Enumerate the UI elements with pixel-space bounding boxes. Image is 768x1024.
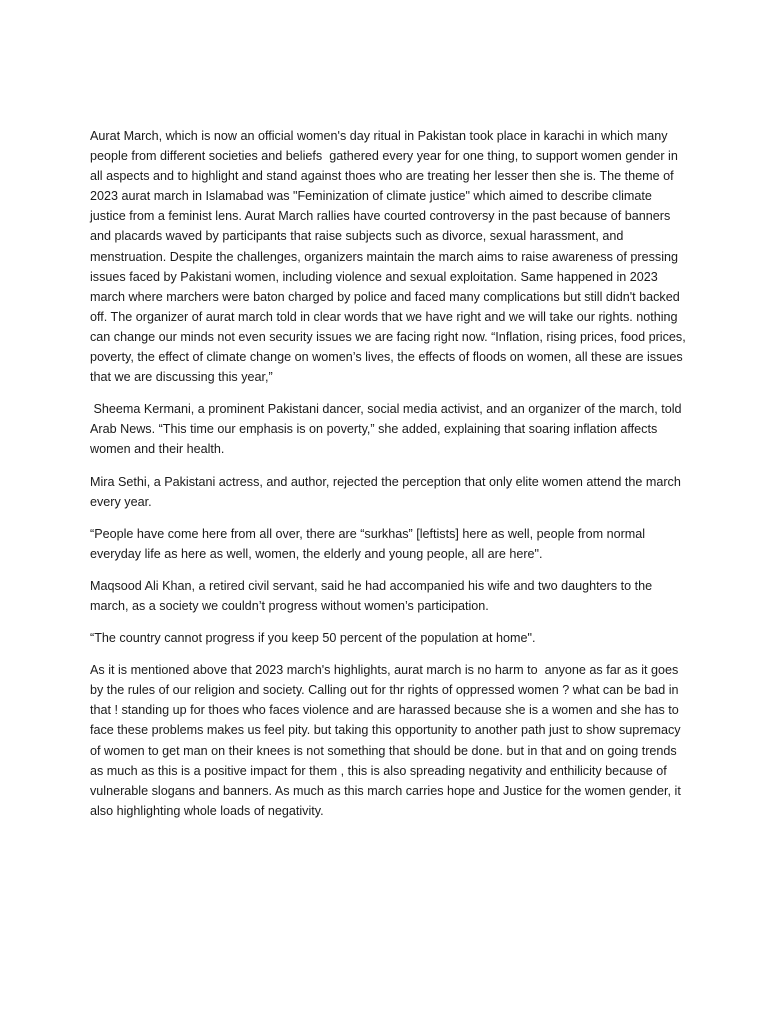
paragraph-mira-sethi: Mira Sethi, a Pakistani actress, and author, rejected the perception that only elite women attend the march every year. (90, 474, 685, 509)
paragraph-conclusion: As it is mentioned above that 2023 march's highlights, aurat march is no harm to anyone as far as it goes by the rules of our religion and society. Calling out for thr rights of oppressed women ? what can be bad in that ! standing up for thoes who faces violence and are harassed because she is a women and she has to face these problems makes us feel pity. but taking this opportunity to another path just to show supremacy of women to get man on their knees is not something that should be done. but in that and on going trends as much as this is a positive impact for them , this is also spreading negativity and enthilicity because of vulnerable slogans and banners. As much as this march carries hope and Justice for the women gender, it also highlighting whole loads of negativity. (90, 663, 685, 818)
paragraph-maqsood-ali-khan: Maqsood Ali Khan, a retired civil servant, said he had accompanied his wife and two daughters to the march, as a society we couldn’t progress without women’s participation. (90, 578, 656, 613)
paragraph-population-quote: “The country cannot progress if you keep 50 percent of the population at home". (90, 631, 536, 646)
paragraph-aurat-march-intro: Aurat March, which is now an official women's day ritual in Pakistan took place in karachi in which many people from different societies and beliefs gathered every year for one thing, to support women gender in all aspects and to highlight and stand against thoes who are treating her lesser then she is. The theme of 2023 aurat march in Islamabad was "Feminization of climate justice" which aimed to describe climate justice from a feminist lens. Aurat March rallies have courted controversy in the past because of banners and placards waved by participants that raise subjects such as divorce, sexual harassment, and menstruation. Despite the challenges, organizers maintain the march aims to raise awareness of pressing issues faced by Pakistani women, including violence and sexual exploitation. Same happened in 2023 march where marchers were baton charged by police and faced many complications but still didn't backed off. The organizer of aurat march told in clear words that we have right and we will take our rights. nothing can change our minds not even security issues we are facing right now. “Inflation, rising prices, food prices, poverty, the effect of climate change on women’s lives, the effects of floods on women, all these are issues that we are discussing this year,” (90, 129, 690, 385)
paragraph-sheema-kermani: Sheema Kermani, a prominent Pakistani dancer, social media activist, and an organizer of the march, told Arab News. “This time our emphasis is on poverty,” she added, explaining that soaring inflation affects women and their health. (90, 402, 685, 457)
paragraph-surkhas-quote: “People have come here from all over, there are “surkhas” [leftists] here as well, people from normal everyday life as here as well, women, the elderly and young people, all are here". (90, 526, 649, 561)
document-body (90, 126, 690, 833)
